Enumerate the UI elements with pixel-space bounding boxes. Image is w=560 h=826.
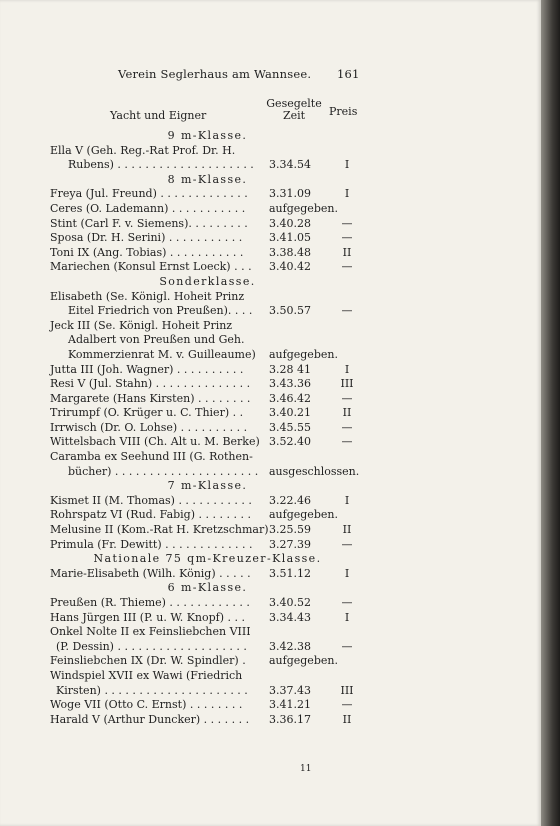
yacht-owner-text: Ella V (Geh. Reg.-Rat Prof. Dr. H. xyxy=(50,143,236,157)
class-heading-text: 9 m-Klasse. xyxy=(167,129,248,142)
prize: — xyxy=(341,435,353,449)
prize: III xyxy=(340,683,354,697)
page-number: 161 xyxy=(337,67,360,81)
list-item xyxy=(50,523,370,538)
list-item xyxy=(50,567,370,582)
yacht-owner-text: Jutta III (Joh. Wagner) . . . . . . . . . . xyxy=(50,362,244,376)
list-item xyxy=(50,538,370,553)
prize: — xyxy=(341,391,353,405)
prize: I xyxy=(344,566,350,580)
prize: I xyxy=(344,610,350,624)
list-item xyxy=(50,640,370,655)
yacht-owner-text: Feinsliebchen IX (Dr. W. Spindler) . xyxy=(50,654,246,668)
prize: — xyxy=(341,639,353,653)
prize: I xyxy=(344,362,350,376)
yacht-owner-text: bücher) . . . . . . . . . . . . . . . . . . . . . xyxy=(68,464,259,478)
yacht-owner-text: Onkel Nolte II ex Feinsliebchen VIII xyxy=(50,625,251,639)
sailed-time: 3.22.46 xyxy=(269,493,311,507)
running-head xyxy=(0,67,541,83)
prize: II xyxy=(342,523,352,537)
results-list xyxy=(50,129,370,727)
prize: — xyxy=(341,698,353,712)
sailed-time: 3.42.38 xyxy=(269,639,311,653)
yacht-owner-text: Resi V (Jul. Stahn) . . . . . . . . . . . . . . xyxy=(50,377,251,391)
column-header-preis: Preis xyxy=(329,105,358,118)
list-item xyxy=(50,246,370,261)
class-heading xyxy=(50,173,370,188)
sailed-time: 3.45.55 xyxy=(269,420,311,434)
running-title: Verein Seglerhaus am Wannsee. xyxy=(118,67,312,81)
printer-signature: 11 xyxy=(300,764,312,774)
sailed-time: 3.41.05 xyxy=(269,231,311,245)
prize: — xyxy=(341,231,353,245)
list-item xyxy=(50,260,370,275)
list-item xyxy=(50,363,370,378)
class-heading-text: Nationale 75 qm-Kreuzer-Klasse. xyxy=(93,552,322,566)
yacht-owner-text: Harald V (Arthur Duncker) . . . . . . . xyxy=(50,712,250,726)
list-item xyxy=(50,698,370,713)
yacht-owner-text: (P. Dessin) . . . . . . . . . . . . . . . . . . . xyxy=(56,639,247,653)
sailed-time: 3.28 41 xyxy=(269,362,311,376)
sailed-time: 3.50.57 xyxy=(269,304,311,318)
yacht-owner-text: Rohrspatz VI (Rud. Fabig) . . . . . . . . xyxy=(50,508,251,522)
sailed-time: 3.34.43 xyxy=(269,610,311,624)
sailed-time: aufgegeben. xyxy=(269,654,338,668)
list-item xyxy=(50,217,370,232)
yacht-owner-text: Jeck III (Se. Königl. Hoheit Prinz xyxy=(50,318,233,332)
list-item xyxy=(50,202,370,217)
yacht-owner-text: Kismet II (M. Thomas) . . . . . . . . . . . xyxy=(50,493,252,507)
yacht-owner-text: Rubens) . . . . . . . . . . . . . . . . . . . . xyxy=(68,158,254,172)
yacht-owner-text: Adalbert von Preußen und Geh. xyxy=(68,333,245,347)
class-heading-text: 8 m-Klasse. xyxy=(167,172,248,186)
sailed-time: 3.37.43 xyxy=(269,683,311,697)
class-heading xyxy=(50,581,370,596)
list-item xyxy=(50,392,370,407)
list-item xyxy=(50,669,370,684)
yacht-owner-text: Elisabeth (Se. Königl. Hoheit Prinz xyxy=(50,289,245,303)
yacht-owner-text: Melusine II (Kom.-Rat H. Kretzschmar) xyxy=(50,523,269,537)
list-item xyxy=(50,158,370,173)
prize: — xyxy=(341,304,353,318)
column-header-zeit-line1: Gesegelte xyxy=(266,97,322,110)
prize: — xyxy=(341,216,353,230)
sailed-time: aufgegeben. xyxy=(269,201,338,215)
prize: II xyxy=(342,712,352,726)
sailed-time: 3.40.42 xyxy=(269,260,311,274)
prize: II xyxy=(342,245,352,259)
sailed-time: 3.40.28 xyxy=(269,216,311,230)
yacht-owner-text: Wittelsbach VIII (Ch. Alt u. M. Berke) xyxy=(50,435,260,449)
list-item xyxy=(50,435,370,450)
column-header-zeit xyxy=(262,98,326,122)
list-item xyxy=(50,348,370,363)
sailed-time: 3.51.12 xyxy=(269,566,311,580)
yacht-owner-text: Freya (Jul. Freund) . . . . . . . . . . . . . xyxy=(50,187,248,201)
sailed-time: aufgegeben. xyxy=(269,508,338,522)
sailed-time: 3.31.09 xyxy=(269,187,311,201)
prize: I xyxy=(344,158,350,172)
yacht-owner-text: Stint (Carl F. v. Siemens). . . . . . . . . xyxy=(50,216,248,230)
list-item xyxy=(50,187,370,202)
yacht-owner-text: Hans Jürgen III (P. u. W. Knopf) . . . xyxy=(50,610,246,624)
yacht-owner-text: Windspiel XVII ex Wawi (Friedrich xyxy=(50,668,243,682)
list-item xyxy=(50,377,370,392)
prize: III xyxy=(340,377,354,391)
sailed-time: 3.36.17 xyxy=(269,712,311,726)
yacht-owner-text: Preußen (R. Thieme) . . . . . . . . . . . . xyxy=(50,596,250,609)
yacht-owner-text: Primula (Fr. Dewitt) . . . . . . . . . . . . . xyxy=(50,537,253,551)
list-item xyxy=(50,333,370,348)
list-item xyxy=(50,144,370,159)
list-item xyxy=(50,611,370,626)
yacht-owner-text: Kommerzienrat M. v. Guilleaume) xyxy=(68,347,256,361)
prize: II xyxy=(342,406,352,420)
class-heading-text: 6 m-Klasse. xyxy=(167,581,248,595)
prize: I xyxy=(344,493,350,507)
list-item xyxy=(50,508,370,523)
book-spine xyxy=(541,0,560,826)
sailed-time: 3.27.39 xyxy=(269,537,311,551)
sailed-time: 3.40.21 xyxy=(269,406,311,420)
yacht-owner-text: Irrwisch (Dr. O. Lohse) . . . . . . . . . . xyxy=(50,420,248,434)
sailed-time: 3.41.21 xyxy=(269,698,311,712)
sailed-time: 3.34.54 xyxy=(269,158,311,172)
sailed-time: 3.52.40 xyxy=(269,435,311,449)
yacht-owner-text: Caramba ex Seehund III (G. Rothen- xyxy=(50,450,253,464)
sailed-time: aufgegeben. xyxy=(269,347,338,361)
sailed-time: 3.43.36 xyxy=(269,377,311,391)
class-heading-text: Sonderklasse. xyxy=(159,274,256,288)
sailed-time: 3.46.42 xyxy=(269,391,311,405)
prize: — xyxy=(341,537,353,551)
class-heading xyxy=(50,479,370,494)
list-item xyxy=(50,450,370,465)
list-item xyxy=(50,304,370,319)
column-header-yacht: Yacht und Eigner xyxy=(110,109,207,122)
list-item xyxy=(50,421,370,436)
class-heading-text: 7 m-Klasse. xyxy=(167,479,248,493)
yacht-owner-text: Eitel Friedrich von Preußen). . . . xyxy=(68,304,253,318)
prize: — xyxy=(341,420,353,434)
list-item xyxy=(50,231,370,246)
yacht-owner-text: Margarete (Hans Kirsten) . . . . . . . . xyxy=(50,391,251,405)
list-item xyxy=(50,596,370,611)
yacht-owner-text: Trirumpf (O. Krüger u. C. Thier) . . xyxy=(50,406,244,420)
list-item xyxy=(50,465,370,480)
yacht-owner-text: Woge VII (Otto C. Ernst) . . . . . . . . xyxy=(50,698,243,712)
yacht-owner-text: Kirsten) . . . . . . . . . . . . . . . . . . . . . xyxy=(56,683,248,697)
yacht-owner-text: Marie-Elisabeth (Wilh. König) . . . . . xyxy=(50,566,251,580)
prize: — xyxy=(341,260,353,274)
class-heading xyxy=(50,275,370,290)
list-item xyxy=(50,713,370,728)
column-header-zeit-line2: Zeit xyxy=(282,109,306,122)
list-item xyxy=(50,290,370,305)
yacht-owner-text: Mariechen (Konsul Ernst Loeck) . . . xyxy=(50,260,252,274)
yacht-owner-text: Sposa (Dr. H. Serini) . . . . . . . . . . . xyxy=(50,231,243,245)
list-item xyxy=(50,684,370,699)
yacht-owner-text: Toni IX (Ang. Tobias) . . . . . . . . . . . xyxy=(50,245,244,259)
sailed-time: 3.40.52 xyxy=(269,596,311,609)
list-item xyxy=(50,494,370,509)
class-heading xyxy=(50,552,370,567)
yacht-owner-text: Ceres (O. Lademann) . . . . . . . . . . . xyxy=(50,201,246,215)
list-item xyxy=(50,654,370,669)
prize: I xyxy=(344,187,350,201)
sailed-time: 3.25.59 xyxy=(269,523,311,537)
list-item xyxy=(50,625,370,640)
prize: — xyxy=(341,596,353,609)
sailed-time: 3.38.48 xyxy=(269,245,311,259)
class-heading xyxy=(50,129,370,144)
list-item xyxy=(50,319,370,334)
sailed-time: ausgeschlossen. xyxy=(269,464,360,478)
list-item xyxy=(50,406,370,421)
